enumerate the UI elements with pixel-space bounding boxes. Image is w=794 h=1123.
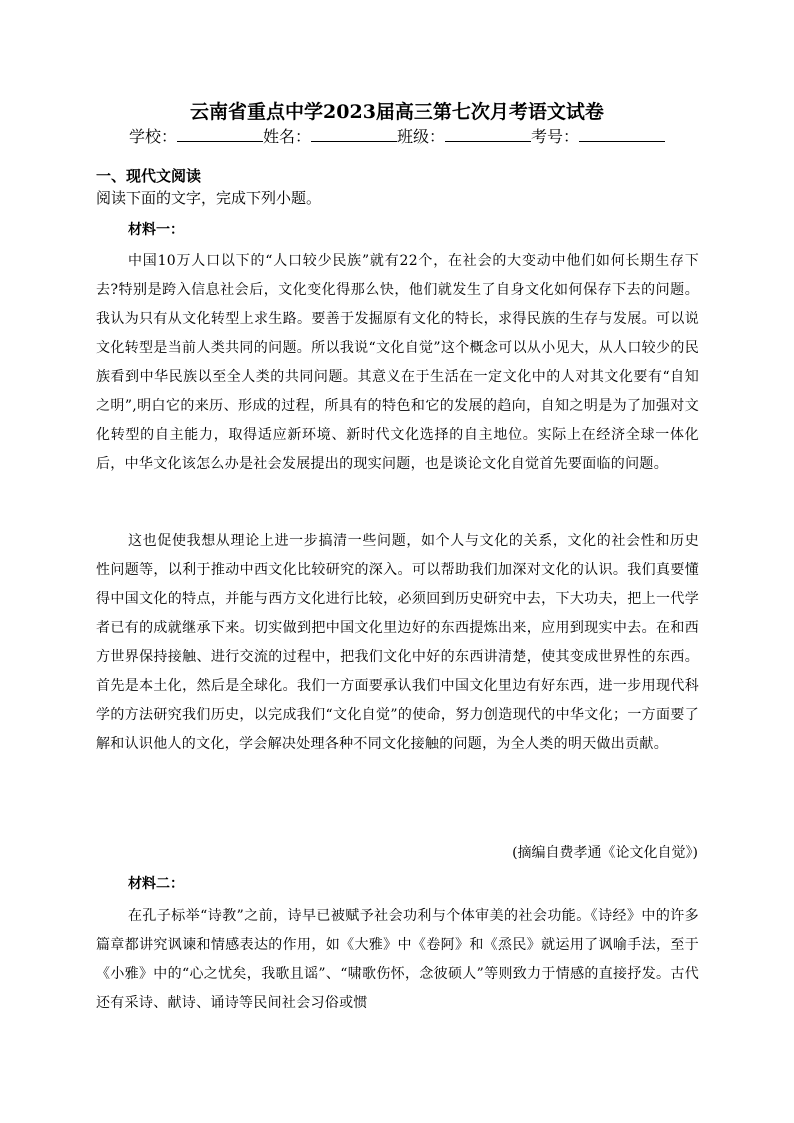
material-2-paragraph: 在孔子标举“诗教”之前，诗早已被赋予社会功利与个体审美的社会功能。《诗经》中的许多篇章都讲究讽谏和情感表达的作用，如《大雅》中《卷阿》和《烝民》就运用了讽喻手法，至于《小雅》中的“心之忧矣，我歌且谣”、“啸歌伤怀，念彼硕人”等则致力于情感的直接抒发。古代还有采诗、献诗、诵诗等民间社会习俗或惯 [96, 908, 699, 1011]
class-blank[interactable] [445, 127, 531, 142]
material-1-paragraph: 这也促使我想从理论上进一步搞清一些问题，如个人与文化的关系，文化的社会性和历史性问题等，以利于推动中西文化比较研究的深入。可以帮助我们加深对文化的认识。我们真要懂得中国文化的特点，并能与西方文化进行比较，必须回到历史研究中去，下大功夫，把上一代学者已有的成就继承下来。切实做到把中国文化里边好的东西提炼出来，应用到现实中去。在和西方世界保持接触、进行交流的过程中，把我们文化中好的东西讲清楚，使其变成世界性的东西。首先是本土化，然后是全球化。我们一方面要承认我们中国文化里边有好东西，进一步用现代科学的方法研究我们历史，以完成我们“文化自觉”的使命，努力创造现代的中华文化；一方面要了解和认识他人的文化，学会解决处理各种不同文化接触的问题，为全人类的明天做出贡献。 [96, 533, 699, 752]
section-heading: 一、现代文阅读 [96, 167, 202, 185]
exam-number-field [531, 127, 665, 146]
material-2-label: 材料二： [128, 876, 184, 892]
name-field [263, 127, 397, 146]
school-field [129, 127, 263, 146]
exam-number-blank[interactable] [579, 127, 665, 142]
reading-instruction: 阅读下面的文字，完成下列小题。 [96, 189, 322, 207]
class-label: 班级： [397, 127, 446, 146]
name-label: 姓名： [262, 127, 311, 146]
exam-title: 云南省重点中学2023届高三第七次月考语文试卷 [190, 101, 604, 123]
school-blank[interactable] [177, 127, 263, 142]
material-1-label: 材料一： [128, 222, 184, 238]
material-1-source: (摘编自费孝通《论文化自觉》) [512, 845, 698, 861]
school-label: 学校： [128, 127, 177, 146]
name-blank[interactable] [311, 127, 397, 142]
class-field [397, 127, 531, 146]
exam-number-label: 考号： [531, 127, 580, 146]
student-info-row [0, 126, 794, 148]
material-1-paragraph: 中国10万人口以下的“人口较少民族”就有22个，在社会的大变动中他们如何长期生存下去?特别是跨入信息社会后，文化变化得那么快，他们就发生了自身文化如何保存下去的问题。我认为只有从文化转型上求生路。要善于发掘原有文化的特长，求得民族的生存与发展。可以说文化转型是当前人类共同的问题。所以我说“文化自觉”这个概念可以从小见大，从人口较少的民族看到中华民族以至全人类的共同问题。其意义在于生活在一定文化中的人对其文化要有“自知之明”,明白它的来历、形成的过程，所具有的特色和它的发展的趋向，自知之明是为了加强对文化转型的自主能力，取得适应新环境、新时代文化选择的自主地位。实际上在经济全球一体化后，中华文化该怎么办是社会发展提出的现实问题，也是谈论文化自觉首先要面临的问题。 [96, 253, 699, 472]
